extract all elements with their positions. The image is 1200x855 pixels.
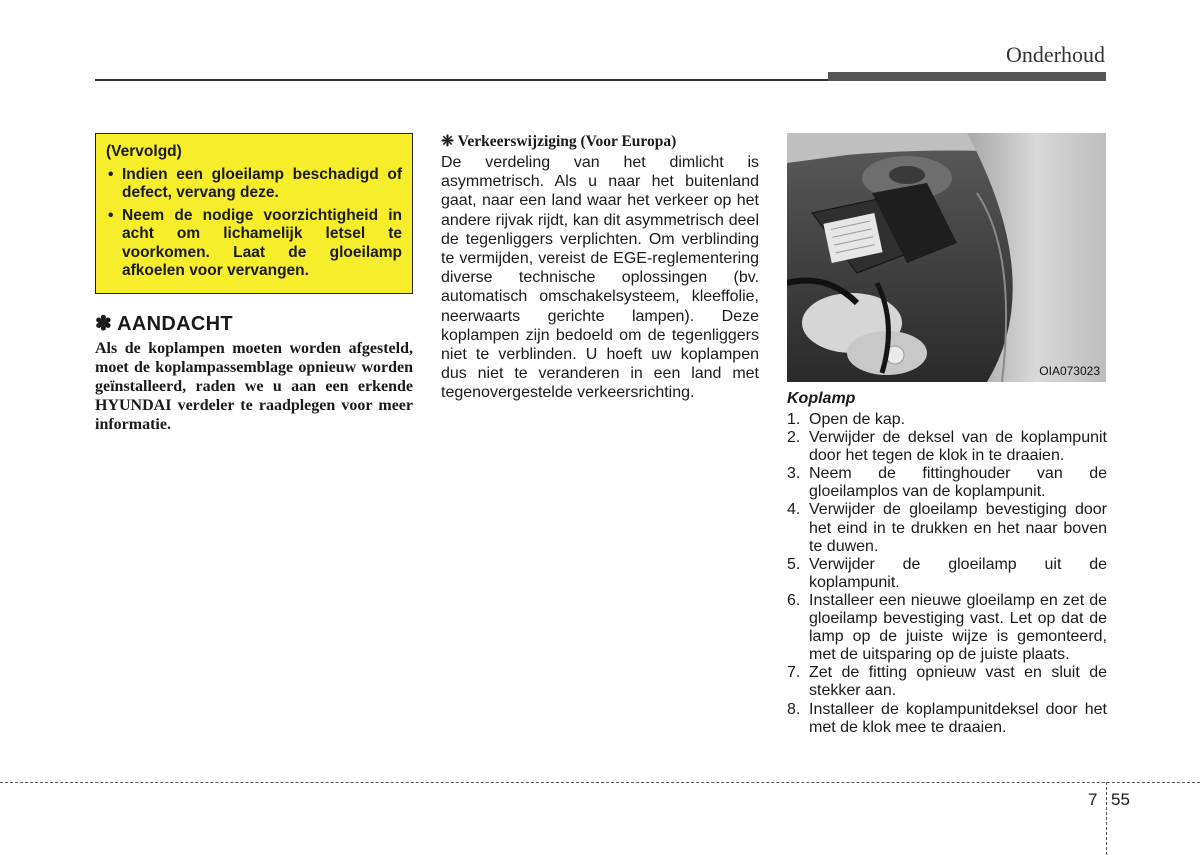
traffic-change-title: ❈ Verkeerswijziging (Voor Europa) <box>441 133 677 150</box>
warning-box <box>95 133 413 294</box>
step-text: Verwijder de gloeilamp bevestiging door het eind in te drukken en het naar boven te duwen. <box>809 501 1107 555</box>
headlamp-title: Koplamp <box>787 390 856 407</box>
step-item <box>787 592 1107 664</box>
step-text: Verwijder de gloeilamp uit de koplampunit. <box>809 555 1107 591</box>
step-number: 1. <box>787 411 801 428</box>
header-rule <box>95 79 828 81</box>
headlamp-steps <box>787 411 1107 737</box>
warning-list <box>106 166 402 281</box>
engine-bay-photo <box>787 133 1106 382</box>
notice-text: Als de koplampen moeten worden afgesteld, moet de koplampassemblage opnieuw worden geïnstalleerd, raden we u aan een erkende HYUNDAI verdeler te raadplegen voor meer informatie. <box>95 340 413 433</box>
step-item <box>787 701 1107 737</box>
header-bar <box>828 72 1106 81</box>
step-item <box>787 465 1107 501</box>
step-item <box>787 501 1107 555</box>
footer-divider <box>1106 782 1107 855</box>
step-item <box>787 556 1107 592</box>
step-text: Installeer de koplampunitdeksel door het met de klok mee te draaien. <box>809 700 1107 736</box>
step-text: Zet de fitting opnieuw vast en sluit de stekker aan. <box>809 664 1107 700</box>
step-number: 4. <box>787 501 801 519</box>
step-number: 7. <box>787 664 801 682</box>
footer-rule <box>0 782 1200 783</box>
step-number: 3. <box>787 465 801 483</box>
step-number: 8. <box>787 700 801 718</box>
step-item <box>787 664 1107 700</box>
engine-bay-illustration <box>787 133 1106 382</box>
step-text: Verwijder de deksel van de koplampunit door het tegen de klok in te draaien. <box>809 429 1107 465</box>
continued-label: (Vervolgd) <box>106 143 182 160</box>
notice-heading: ✽ AANDACHT <box>95 313 233 335</box>
chapter-number: 7 <box>1088 790 1098 809</box>
section-title: Onderhoud <box>1006 42 1105 67</box>
step-number: 2. <box>787 429 801 447</box>
warning-bullet: • Indien een gloeilamp beschadigd of defect, vervang deze. <box>106 166 402 203</box>
step-item <box>787 429 1107 465</box>
step-item <box>787 411 1107 429</box>
step-number: 5. <box>787 555 801 573</box>
traffic-change-text: De verdeling van het dimlicht is asymmetrisch. Als u naar het buitenland gaat, naar een land waar het verkeer op het andere rijvak rijdt, kan dit asymmetrisch deel de tegenliggers verplichten. Om verblinding te vermijden, vereist de EGE-reglementering diverse technische oplossingen (bv. automatisch omschakelsysteem, kleeffolie, neerwaarts gerichte lampen). Deze koplampen zijn bedoeld om de tegenliggers niet te verblinden. U hoeft uw koplampen dus niet te veranderen in een land met tegenovergestelde verkeersrichting. <box>441 154 759 402</box>
warning-bullet: • Neem de nodige voorzichtigheid in acht om lichamelijk letsel te voorkomen. Laat de gloeilamp afkoelen voor vervangen. <box>106 207 402 281</box>
step-text: Installeer een nieuwe gloeilamp en zet de gloeilamp bevestiging vast. Let op dat de lamp op de juiste wijze is gemonteerd, met de uitsparing op de juiste plaats. <box>809 591 1107 664</box>
figure-code: OIA073023 <box>1039 364 1100 378</box>
step-text: Neem de fittinghouder van de gloeilamplos van de koplampunit. <box>809 465 1107 501</box>
page-number: 55 <box>1111 790 1130 809</box>
step-number: 6. <box>787 591 801 609</box>
step-text: Open de kap. <box>809 411 906 428</box>
